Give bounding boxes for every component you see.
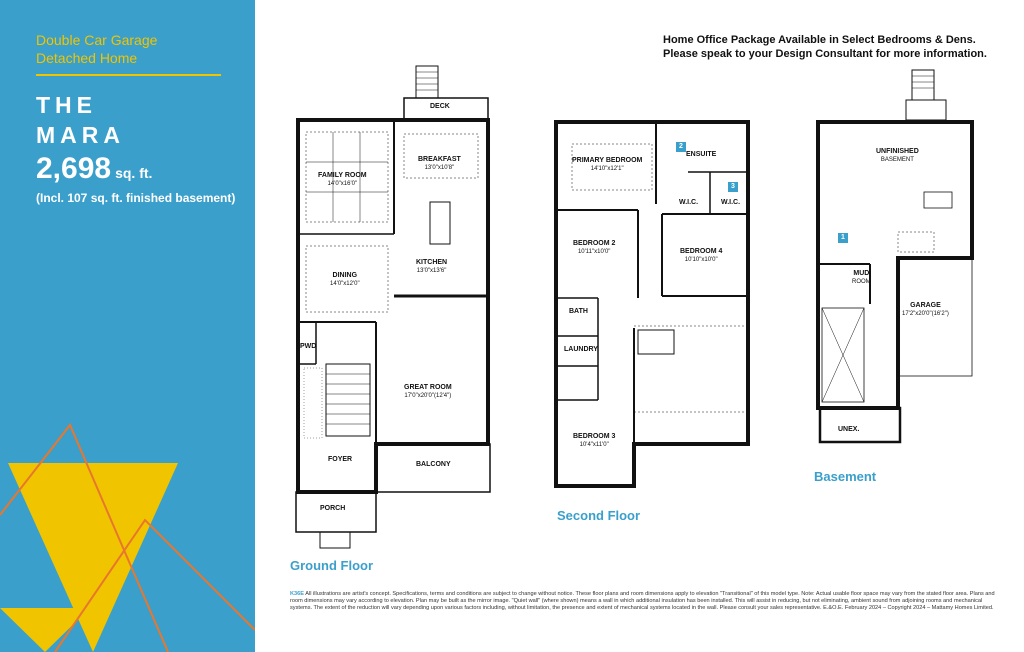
room-laundry: LAUNDRY bbox=[564, 346, 598, 353]
room-bedroom-2 bbox=[573, 240, 615, 256]
room-kitchen bbox=[416, 259, 447, 275]
room-foyer: FOYER bbox=[328, 456, 353, 463]
home-office-badge-2: 2 bbox=[676, 142, 686, 152]
room-balcony: BALCONY bbox=[416, 461, 451, 468]
room-mud-label: MUD bbox=[853, 270, 870, 277]
room-porch: PORCH bbox=[320, 505, 346, 512]
room-family-label: FAMILY ROOM bbox=[318, 172, 367, 179]
room-pwd: PWD bbox=[300, 343, 317, 350]
room-unexcavated: UNEX. bbox=[838, 426, 860, 433]
room-unfinished-basement bbox=[876, 148, 919, 164]
room-family bbox=[318, 172, 367, 188]
room-garage-label: GARAGE bbox=[910, 302, 941, 309]
disclaimer-text: All illustrations are artist's concept. Specifications, terms and conditions are subject to change without notice. These floor plans and room dimensions apply to elevation "Transitional" of this model type. Note: Actual usable floor space may vary from the stated floor area. Plans and room dimensions may vary according to elevation. Plan may be built as the mirror image. "Quiet wall" (where shown) means a wall in which additional insulation has been installed. This will assist in reducing, but not eliminating, ambient sound from adjoining rooms and mechanical systems. The extent of the reduction will vary depending upon various factors including, without limitation, the presence and extent of mechanical systems located in the wall. Please consult your sales representative. E.&O.E. February 2024 – Copyright 2024 – Mattamy Homes Limited. bbox=[290, 591, 995, 611]
sqft-number: 2,698 bbox=[36, 152, 112, 185]
yellow-triangle-small bbox=[0, 608, 90, 652]
room-garage-dim: 17'2"x20'0"(16'2") bbox=[902, 311, 949, 317]
room-ensuite: ENSUITE bbox=[686, 151, 717, 158]
room-unfinished-label-2: BASEMENT bbox=[880, 157, 914, 163]
room-dining bbox=[330, 272, 360, 288]
finished-basement-note: (Incl. 107 sq. ft. finished basement) bbox=[36, 191, 236, 205]
room-primary-bedroom bbox=[572, 157, 642, 173]
room-bed2-label: BEDROOM 2 bbox=[573, 240, 616, 247]
room-bath: BATH bbox=[569, 308, 588, 315]
room-primary-label: PRIMARY BEDROOM bbox=[572, 157, 643, 164]
room-bedroom-4 bbox=[680, 248, 722, 264]
room-dining-dim: 14'0"x12'0" bbox=[330, 281, 360, 287]
room-breakfast bbox=[418, 156, 461, 172]
ground-floor-plan bbox=[286, 64, 500, 556]
room-mud bbox=[852, 270, 871, 286]
basement-plan bbox=[810, 64, 978, 450]
room-bedroom-3 bbox=[573, 433, 615, 449]
room-great-dim: 17'0"x20'0"(12'4") bbox=[404, 393, 452, 399]
basement-label: Basement bbox=[814, 469, 877, 484]
model-name-line-2: MARA bbox=[36, 122, 125, 148]
room-unfinished-label: UNFINISHED bbox=[876, 148, 919, 155]
plan-code: K36E bbox=[290, 591, 304, 597]
room-wic-1: W.I.C. bbox=[679, 199, 699, 206]
room-bed4-label: BEDROOM 4 bbox=[680, 248, 723, 255]
room-kitchen-dim: 13'0"x13'6" bbox=[416, 268, 447, 274]
room-kitchen-label: KITCHEN bbox=[416, 259, 448, 266]
room-primary-dim: 14'10"x12'1" bbox=[590, 166, 624, 172]
room-deck: DECK bbox=[430, 103, 450, 110]
tagline-line-1: Double Car Garage bbox=[36, 32, 158, 48]
legal-disclaimer bbox=[290, 591, 996, 612]
room-bed2-dim: 10'11"x10'0" bbox=[577, 249, 611, 255]
ground-floor-label: Ground Floor bbox=[290, 558, 374, 573]
room-garage bbox=[902, 302, 949, 318]
room-breakfast-label: BREAKFAST bbox=[418, 156, 461, 163]
room-mud-label-2: ROOM bbox=[852, 279, 871, 285]
info-sidebar bbox=[0, 0, 255, 652]
room-breakfast-dim: 13'0"x10'8" bbox=[424, 165, 455, 171]
second-floor-label: Second Floor bbox=[557, 508, 641, 523]
home-office-notice bbox=[663, 33, 987, 61]
room-wic-2: W.I.C. bbox=[721, 199, 741, 206]
model-name-line-1: THE bbox=[36, 92, 97, 118]
room-family-dim: 14'0"x16'0" bbox=[327, 181, 358, 187]
room-dining-label: DINING bbox=[332, 272, 358, 279]
room-great-label: GREAT ROOM bbox=[404, 384, 452, 391]
room-bed4-dim: 10'10"x10'0" bbox=[684, 257, 718, 263]
home-office-badge-3: 3 bbox=[728, 182, 738, 192]
notice-line-1: Home Office Package Available in Select Bedrooms & Dens. bbox=[663, 34, 976, 46]
home-office-badge-1: 1 bbox=[838, 233, 848, 243]
decorative-triangles bbox=[0, 0, 255, 652]
room-great bbox=[404, 384, 452, 400]
room-bed3-label: BEDROOM 3 bbox=[573, 433, 616, 440]
sqft-unit: sq. ft. bbox=[115, 165, 153, 181]
notice-line-2: Please speak to your Design Consultant for more information. bbox=[663, 48, 987, 60]
tagline-line-2: Detached Home bbox=[36, 50, 138, 66]
room-bed3-dim: 10'4"x11'0" bbox=[579, 442, 609, 448]
